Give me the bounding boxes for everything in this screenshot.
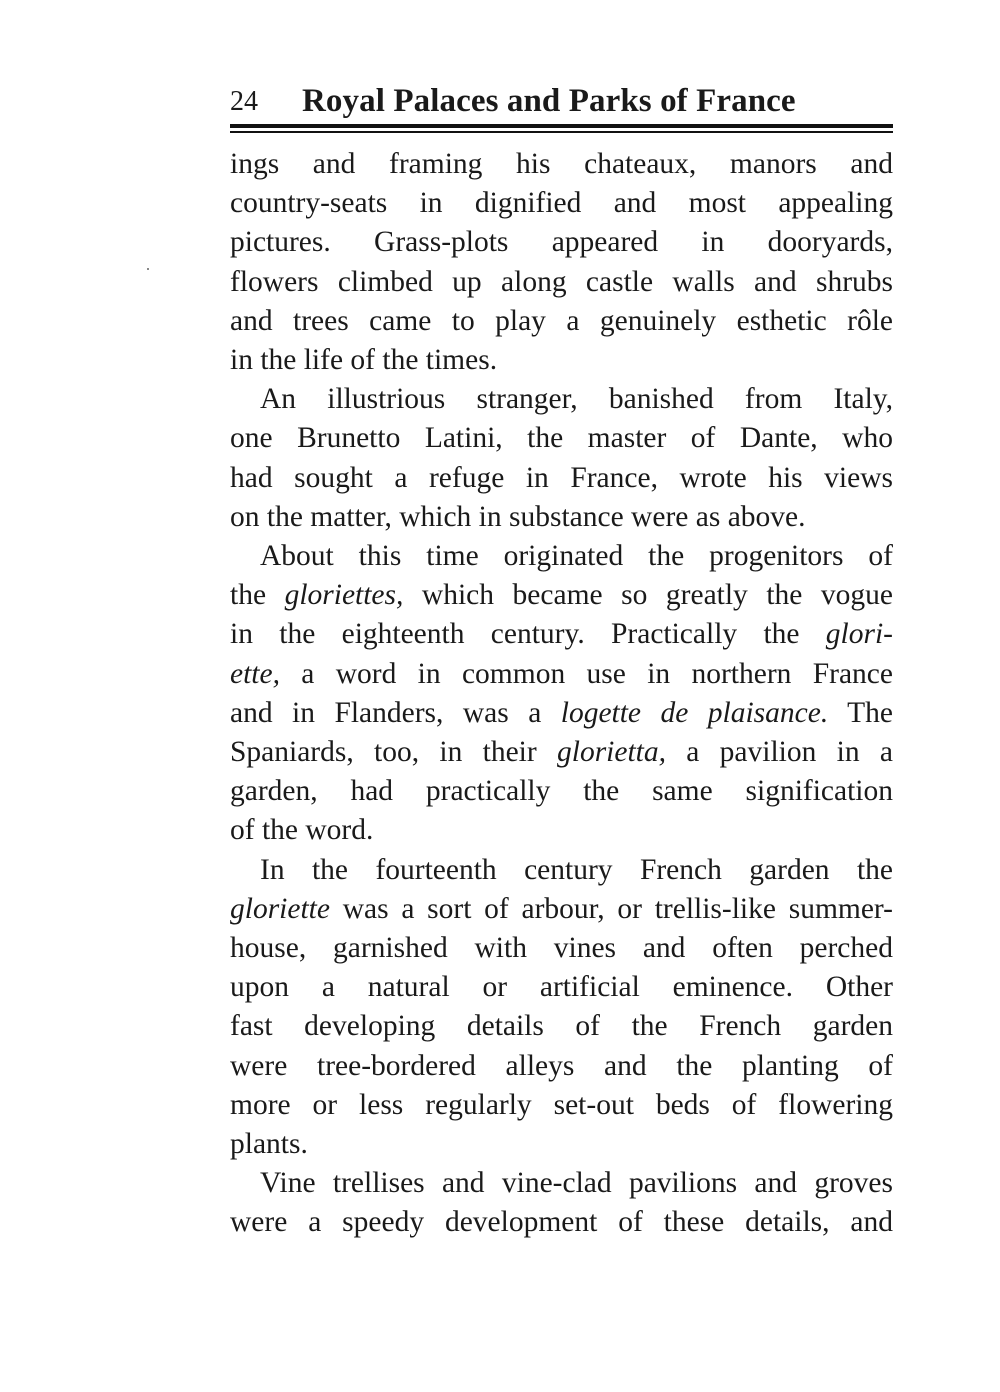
text-line: About this time originated the progenitors of xyxy=(260,540,893,573)
italic-term: ette, xyxy=(230,657,280,690)
italic-term: logette de plaisance. xyxy=(560,696,829,729)
text-line: pictures. Grass-plots appeared in dooryards, xyxy=(230,226,893,259)
paragraph xyxy=(230,1164,893,1242)
text-line: gloriette was a sort of arbour, or trellis-like summer- xyxy=(230,892,893,925)
text-line: the gloriettes, which became so greatly the vogue xyxy=(230,579,893,612)
text-line: and trees came to play a genuinely esthetic rôle xyxy=(230,304,893,337)
paragraph xyxy=(230,145,893,380)
text-line: Vine trellises and vine-clad pavilions and groves xyxy=(260,1167,893,1200)
text-line: An illustrious stranger, banished from Italy, xyxy=(260,383,893,416)
text-line: ings and framing his chateaux, manors and xyxy=(230,148,893,180)
italic-term: gloriettes, xyxy=(284,579,404,612)
paragraph xyxy=(230,851,893,1165)
text-line: and in Flanders, was a logette de plaisance. The xyxy=(230,696,894,729)
text-line: plants. xyxy=(230,1128,308,1161)
book-page xyxy=(230,80,893,1243)
text-line: garden, had practically the same signification xyxy=(230,775,893,808)
text-line: upon a natural or artificial eminence. Other xyxy=(230,971,893,1004)
text-line: on the matter, which in substance were as above. xyxy=(230,500,806,533)
text-line: were a speedy development of these details, and xyxy=(230,1206,893,1239)
text-line: ette, a word in common use in northern France xyxy=(230,657,893,690)
text-line: in the eighteenth century. Practically the glori- xyxy=(230,618,893,651)
text-line: more or less regularly set-out beds of flowering xyxy=(230,1088,893,1121)
header-rule-thick xyxy=(230,124,893,128)
italic-term: gloriette xyxy=(230,892,330,925)
running-head xyxy=(230,80,893,122)
stray-mark xyxy=(147,268,149,270)
paragraph xyxy=(230,537,893,851)
text-line: were tree-bordered alleys and the planting of xyxy=(230,1049,893,1082)
text-line: house, garnished with vines and often perched xyxy=(230,932,893,965)
text-line: country-seats in dignified and most appealing xyxy=(230,187,893,220)
running-title: Royal Palaces and Parks of France xyxy=(302,83,796,119)
text-line: one Brunetto Latini, the master of Dante, who xyxy=(230,422,893,455)
text-line: of the word. xyxy=(230,814,374,847)
paragraph xyxy=(230,380,893,537)
text-line: fast developing details of the French garden xyxy=(230,1010,893,1043)
text-line: flowers climbed up along castle walls and shrubs xyxy=(230,265,893,298)
text-line: in the life of the times. xyxy=(230,344,498,377)
italic-term: glori- xyxy=(825,618,893,651)
header-rule-thin xyxy=(230,131,893,133)
text-line: had sought a refuge in France, wrote his views xyxy=(230,461,893,494)
page-number: 24 xyxy=(230,86,258,117)
text-line: Spaniards, too, in their glorietta, a pavilion in a xyxy=(230,736,893,769)
italic-term: glorietta, xyxy=(557,736,666,769)
body-text xyxy=(230,145,893,1243)
text-line: In the fourteenth century French garden the xyxy=(260,853,893,886)
